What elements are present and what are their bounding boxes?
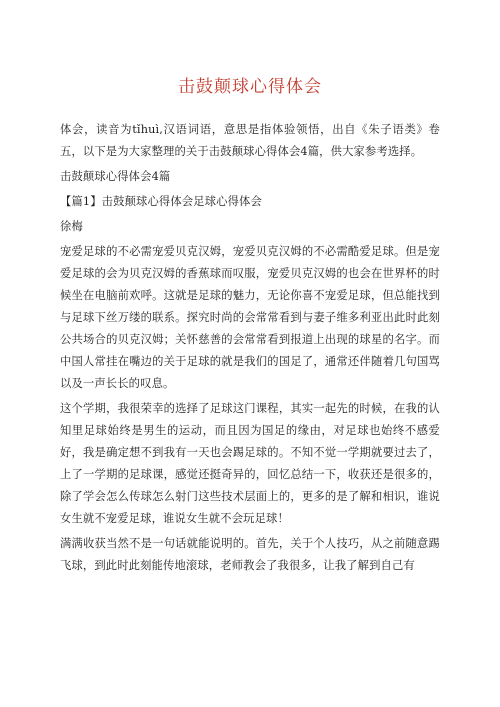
subtitle-line: 击鼓颠球心得体会4篇 [60, 170, 171, 183]
author-name: 徐梅 [60, 220, 83, 233]
body-paragraph: 这个学期，我很荣幸的选择了足球这门课程，其实一起先的时候，在我的认知里足球始终是男生的运动，而且因为国足的缘由，对足球也始终不感爱好，我是确定想不到我有一天也会踢足球的。不知不觉一学期就要过去了，上了一学期的足球课，感觉还挺奇异的，回忆总结一下，收获还是很多的，除了学会怎么传球怎么射门这些技术层面上的，更多的是了解和相识，谁说女生就不宠爱足球，谁说女生就不会玩足球！ [60, 402, 440, 525]
document-title: 击鼓颠球心得体会 [178, 77, 322, 97]
section-heading: 【篇1】击鼓颠球心得体会足球心得体会 [60, 195, 262, 208]
body-paragraph: 满满收获当然不是一句话就能说明的。首先，关于个人技巧，从之前随意踢飞球，到此时此刻能传地滚球，老师教会了我很多，让我了解到自己有 [60, 537, 440, 572]
intro-paragraph: 体会，读音为tǐhuì,汉语词语，意思是指体验领悟，出自《朱子语类》卷五，以下是为大家整理的关于击鼓颠球心得体会4篇，供大家参考选择。 [60, 123, 440, 158]
document-body [60, 119, 440, 577]
body-paragraph: 宠爱足球的不必需宠爱贝克汉姆，宠爱贝克汉姆的不必需酷爱足球。但是宠爱足球的会为贝克汉姆的香蕉球而叹服，宠爱贝克汉姆的也会在世界杯的时候坐在电脑前欢呼。这就是足球的魅力，无论你喜不宠爱足球，但总能找到与足球下丝万缕的联系。探究时尚的会常常看到与妻子维多利亚出此时此刻公共场合的贝克汉姆；关怀慈善的会常常看到报道上出现的球星的名字。而中国人常挂在嘴边的关于足球的就是我们的国足了，通常还伴随着几句国骂以及一声长长的叹息。 [60, 245, 440, 390]
